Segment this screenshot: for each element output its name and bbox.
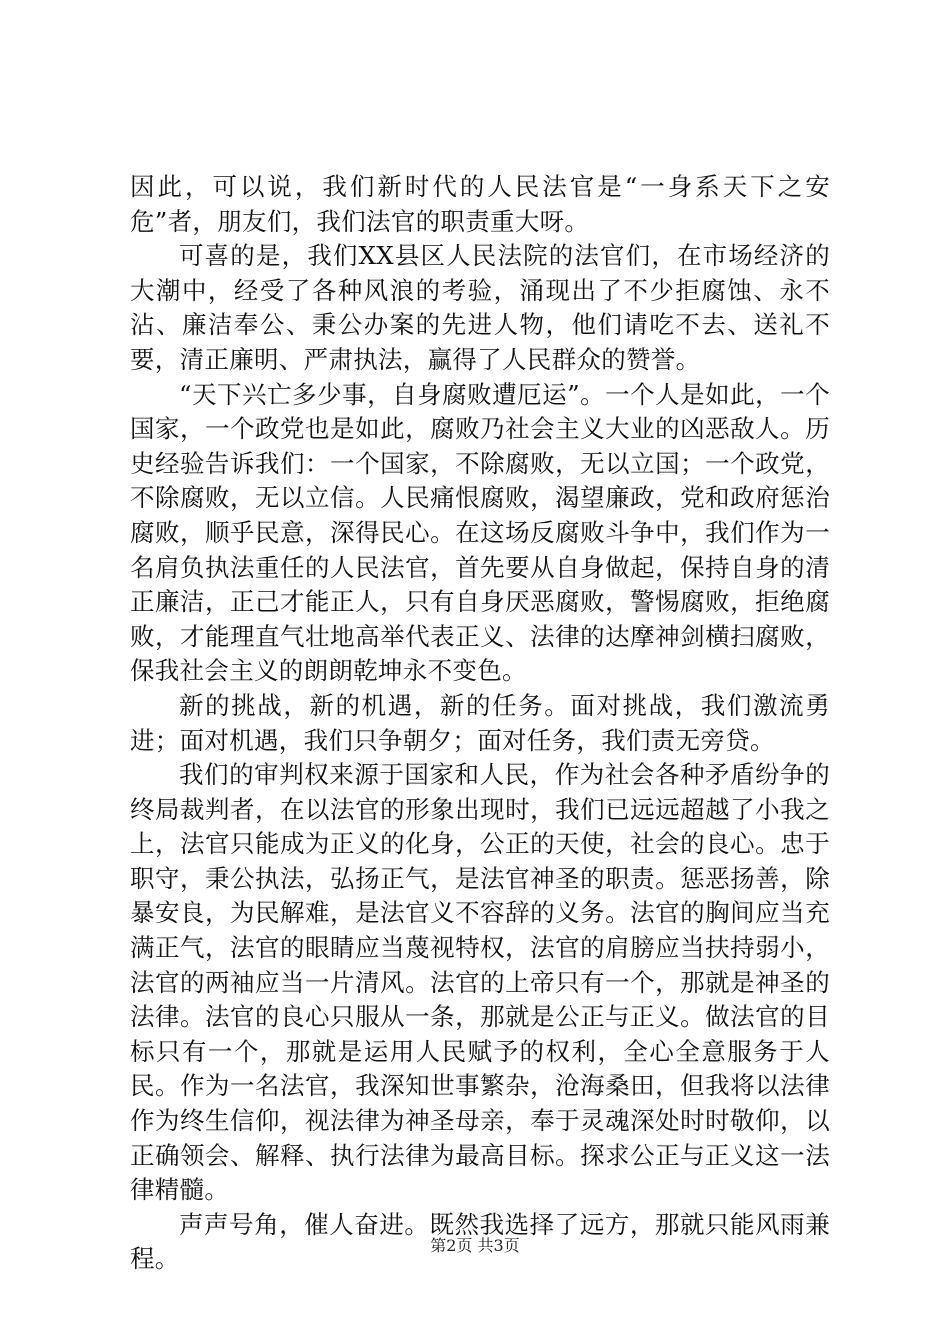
paragraph-1: 因此，可以说，我们新时代的人民法官是“一身系天下之安危”者，朋友们，我们法官的职责重大呀。 — [130, 172, 830, 236]
paragraph-6: 声声号角，催人奋进。既然我选择了远方，那就只能风雨兼程。 — [130, 1209, 830, 1274]
paragraph-5: 我们的审判权来源于国家和人民，作为社会各种矛盾纷争的终局裁判者，在以法官的形象出现时，我们已远远超越了小我之上，法官只能成为正义的化身，公正的天使，社会的良心。忠于职守，秉公执法，弘扬正气，是法官神圣的职责。惩恶扬善，除暴安良，为民解难，是法官义不容辞的义务。法官的胸间应当充满正气，法官的眼睛应当蔑视特权，法官的肩膀应当扶持弱小，法官的两袖应当一片清风。法官的上帝只有一个，那就是神圣的法律。法官的良心只服从一条，那就是公正与正义。做法官的目标只有一个，那就是运用人民赋予的权利，全心全意服务于人民。作为一名法官，我深知世事繁杂，沧海桑田，但我将以法律作为终生信仰，视法律为神圣母亲，奉于灵魂深处时时敬仰，以正确领会、解释、执行法律为最高目标。探求公正与正义这一法律精髓。 — [130, 760, 830, 1205]
paragraph-4: 新的挑战，新的机遇，新的任务。面对挑战，我们激流勇进；面对机遇，我们只争朝夕；面对任务，我们责无旁贷。 — [130, 690, 830, 755]
page-footer: 第2页 共3页 — [430, 1236, 520, 1255]
paragraph-2: 可喜的是，我们XX县区人民法院的法官们，在市场经济的大潮中，经受了各种风浪的考验，涌现出了不少拒腐蚀、永不沾、廉洁奉公、秉公办案的先进人物，他们请吃不去、送礼不要，清正廉明、严肃执法，赢得了人民群众的赞誉。 — [130, 241, 830, 374]
paragraph-3: “天下兴亡多少事，自身腐败遭厄运”。一个人是如此，一个国家，一个政党也是如此，腐败乃社会主义大业的凶恶敌人。历史经验告诉我们：一个国家，不除腐败，无以立国；一个政党，不除腐败，无以立信。人民痛恨腐败，渴望廉政，党和政府惩治腐败，顺乎民意，深得民心。在这场反腐败斗争中，我们作为一名肩负执法重任的人民法官，首先要从自身做起，保持自身的清正廉洁，正己才能正人，只有自身厌恶腐败，警惕腐败，拒绝腐败，才能理直气壮地高举代表正义、法律的达摩神剑横扫腐败，保我社会主义的朗朗乾坤永不变色。 — [130, 379, 830, 686]
document-body — [130, 170, 830, 1277]
